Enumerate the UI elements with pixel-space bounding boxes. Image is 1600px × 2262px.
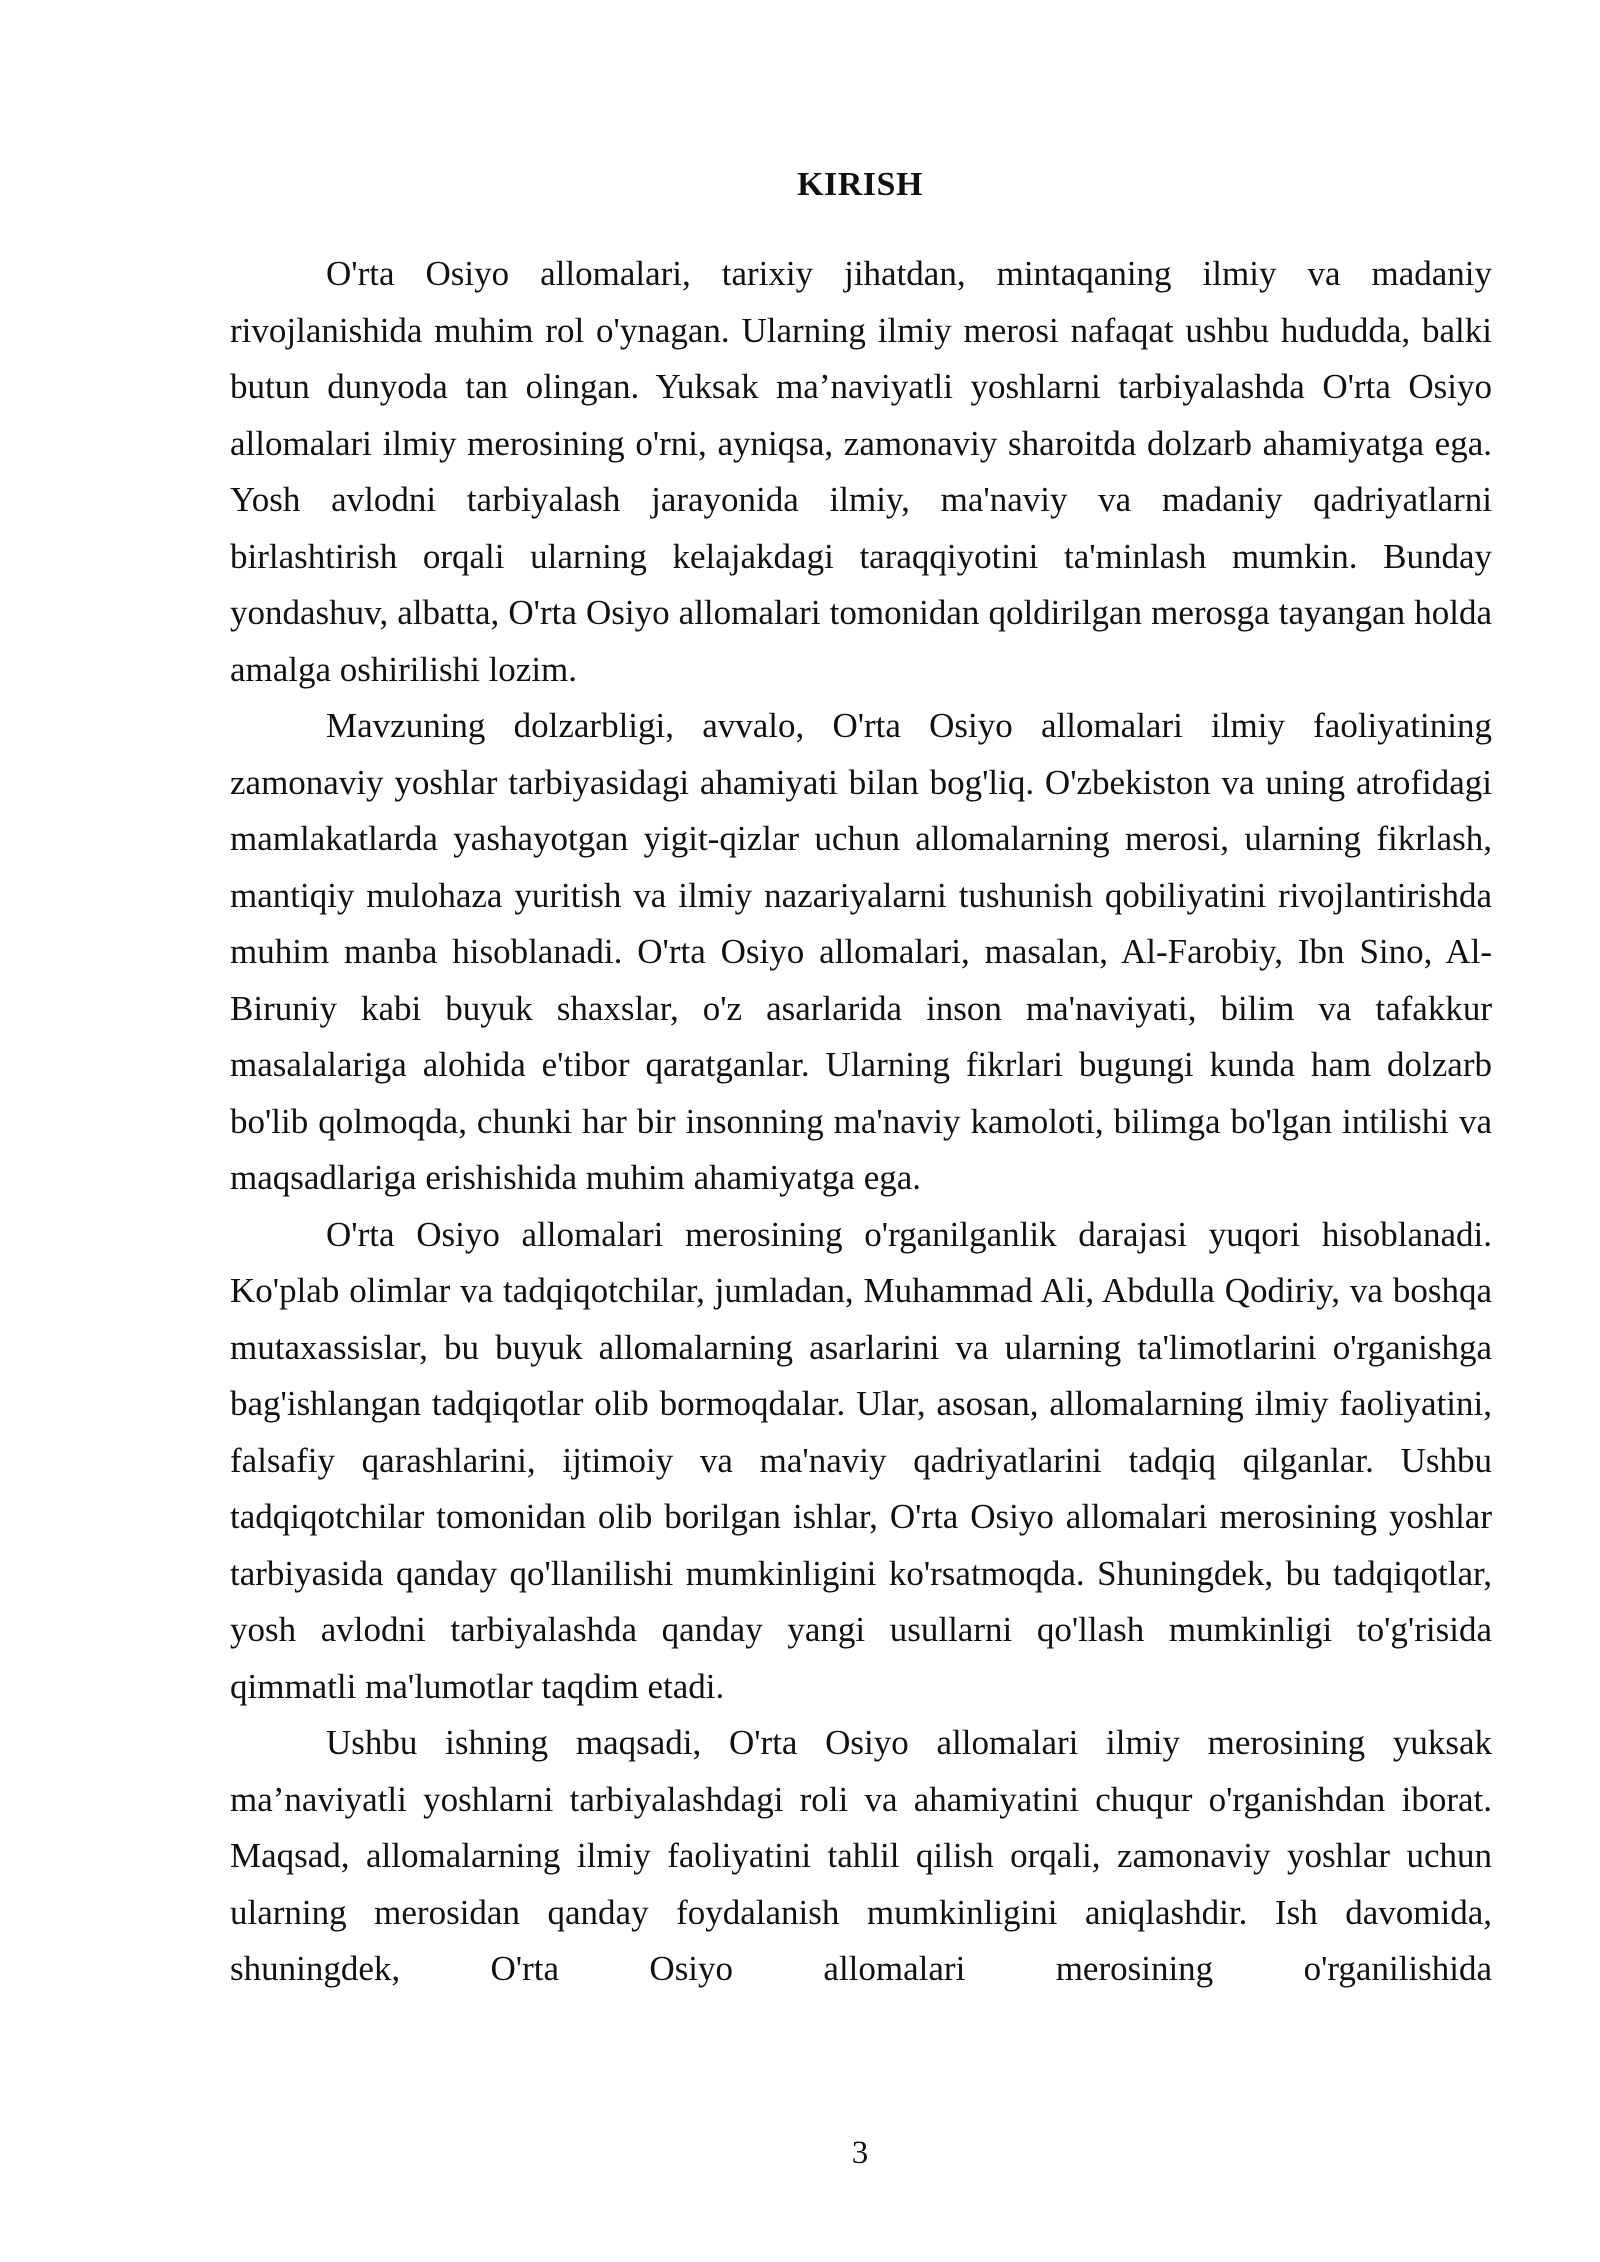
paragraph-research-level: O'rta Osiyo allomalari merosining o'rganilganlik darajasi yuqori hisoblanadi. Ko'plab olimlar va tadqiqotchilar, jumladan, Muhammad Ali, Abdulla Qodiriy, va boshqa mutaxassislar, bu buyuk allomalarning asarlarini va ularning ta'limotlarini o'rganishga bag'ishlangan tadqiqotlar olib bormoqdalar. Ular, asosan, allomalarning ilmiy faoliyatini, falsafiy qarashlarini, ijtimoiy va ma'naviy qadriyatlarini tadqiq qilganlar. Ushbu tadqiqotchilar tomonidan olib borilgan ishlar, O'rta Osiyo allomalari merosining yoshlar tarbiyasida qanday qo'llanilishi mumkinligini ko'rsatmoqda. Shuningdek, bu tadqiqotlar, yosh avlodni tarbiyalashda qanday yangi usullarni qo'llash mumkinligi to'g'risida qimmatli ma'lumotlar taqdim etadi. [230,1214,1492,1706]
paragraph-goal: Ushbu ishning maqsadi, O'rta Osiyo allomalari ilmiy merosining yuksak ma’naviyatli yoshlarni tarbiyalashdagi roli va ahamiyatini chuqur o'rganishdan iborat. Maqsad, allomalarning ilmiy faoliyatini tahlil qilish orqali, zamonaviy yoshlar uchun ularning merosidan qanday foydalanish mumkinligini aniqlashdir. Ish davomida, shuningdek, O'rta Osiyo allomalari merosining o'rganilishida [230,1723,1492,1988]
paragraph-relevance: Mavzuning dolzarbligi, avvalo, O'rta Osiyo allomalari ilmiy faoliyatining zamonaviy yoshlar tarbiyasidagi ahamiyati bilan bog'liq. O'zbekiston va uning atrofidagi mamlakatlarda yashayotgan yigit-qizlar uchun allomalarning merosi, ularning fikrlash, mantiqiy mulohaza yuritish va ilmiy nazariyalarni tushunish qobiliyatini rivojlantirishda muhim manba hisoblanadi. O'rta Osiyo allomalari, masalan, Al-Farobiy, Ibn Sino, Al-Biruniy kabi buyuk shaxslar, o'z asarlarida inson ma'naviyati, bilim va tafakkur masalalariga alohida e'tibor qaratganlar. Ularning fikrlari bugungi kunda ham dolzarb bo'lib qolmoqda, chunki har bir insonning ma'naviy kamoloti, bilimga bo'lgan intilishi va maqsadlariga erishishida muhim ahamiyatga ega. [230,706,1492,1197]
page-number: 3 [851,2135,869,2171]
section-heading: KIRISH [797,166,923,203]
paragraph-intro: O'rta Osiyo allomalari, tarixiy jihatdan, mintaqaning ilmiy va madaniy rivojlanishida muhim rol o'ynagan. Ularning ilmiy merosi nafaqat ushbu hududda, balki butun dunyoda tan olingan. Yuksak ma’naviyatli yoshlarni tarbiyalashda O'rta Osiyo allomalari ilmiy merosining o'rni, ayniqsa, zamonaviy sharoitda dolzarb ahamiyatga ega. Yosh avlodni tarbiyalash jarayonida ilmiy, ma'naviy va madaniy qadriyatlarni birlashtirish orqali ularning kelajakdagi taraqqiyotini ta'minlash mumkin. Bunday yondashuv, albatta, O'rta Osiyo allomalari tomonidan qoldirilgan merosga tayangan holda amalga oshirilishi lozim. [230,254,1492,689]
body-text [230,246,1492,1998]
